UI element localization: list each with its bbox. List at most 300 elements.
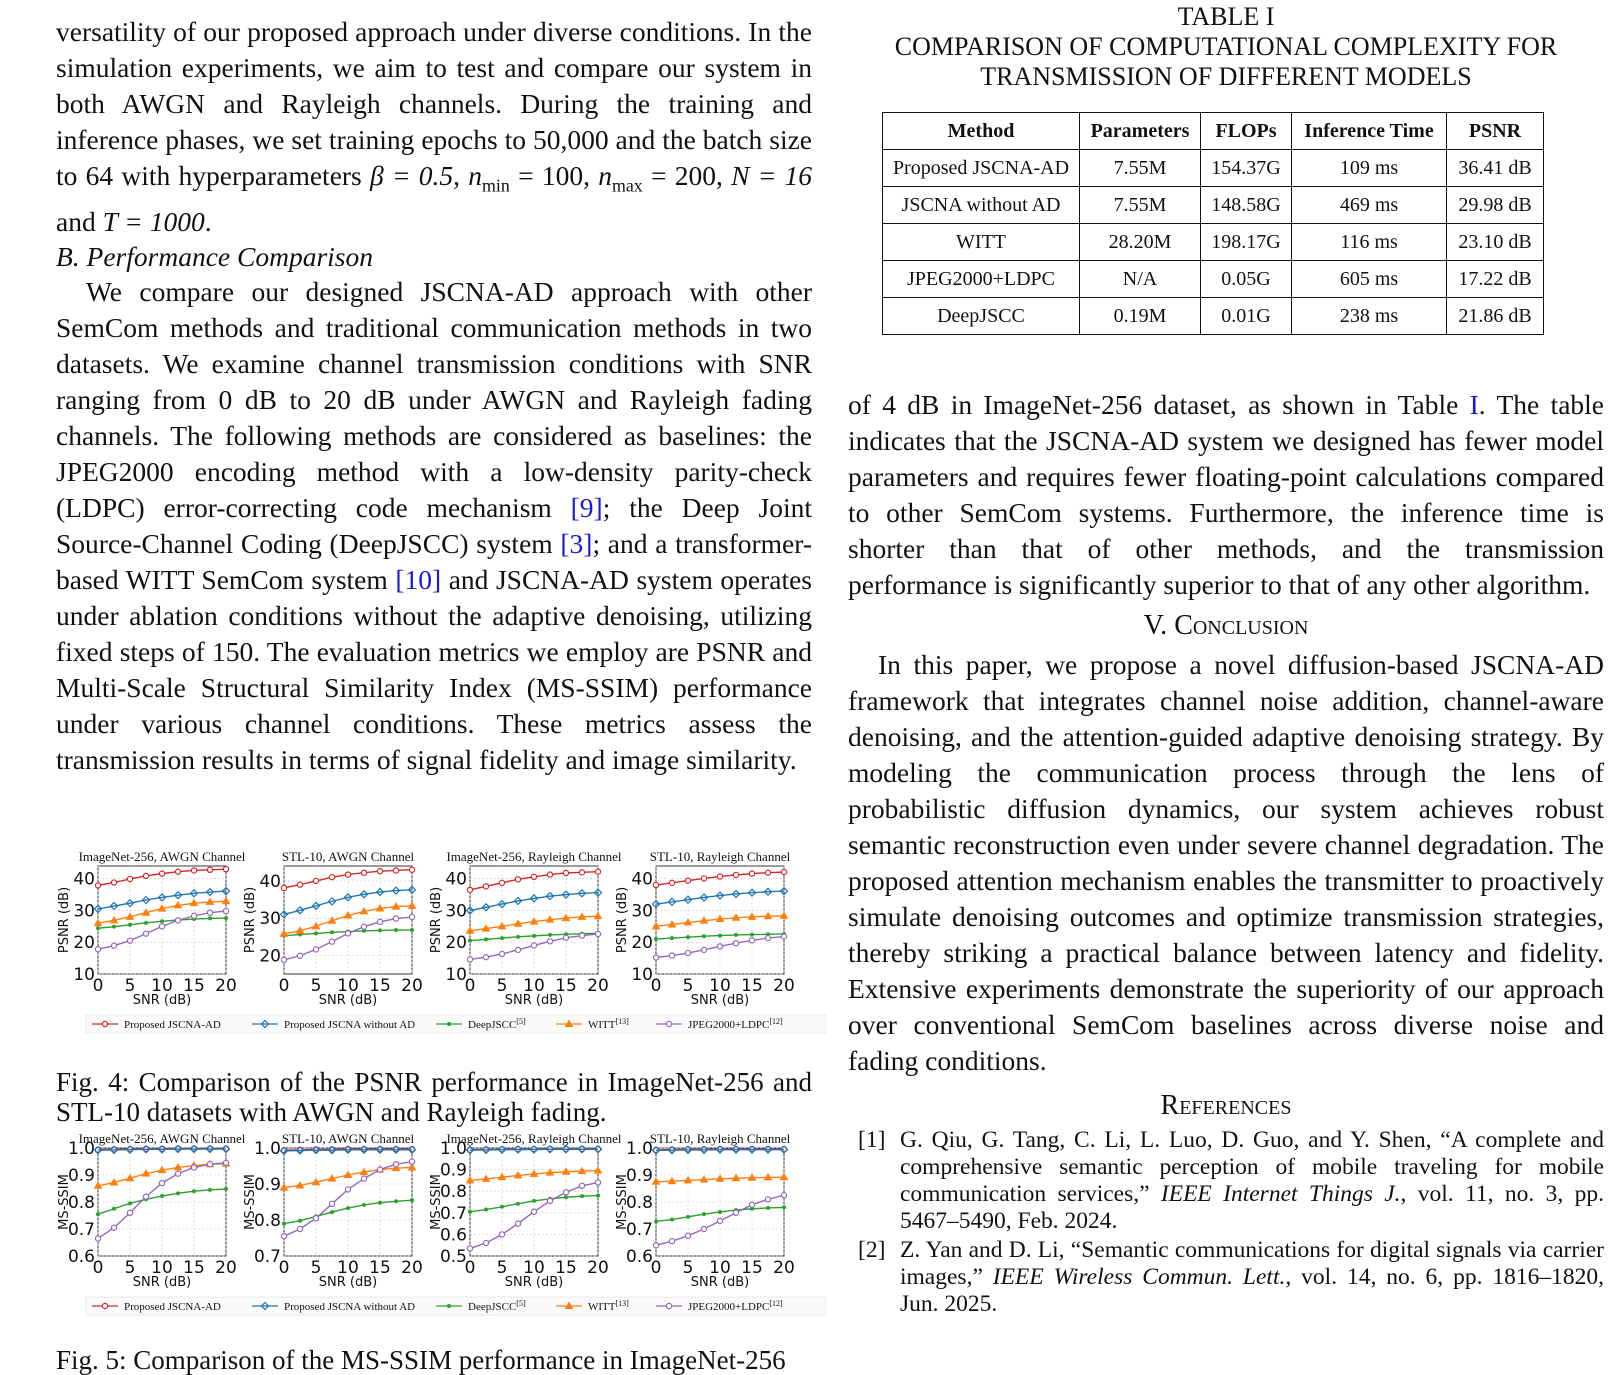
text-run: = 100, [509,160,599,191]
text-run: versatility of our proposed approach under diverse conditions. [56,16,742,47]
data-point [224,916,228,920]
data-point [467,957,472,962]
chart-panel [57,849,246,1008]
legend-label: WITT[13] [588,1299,629,1313]
table-cell: JSCNA without AD [883,187,1080,224]
x-tick-label: 20 [401,1258,423,1278]
y-tick-label: 30 [631,901,653,922]
psnr-charts [56,848,826,1048]
data-point [128,923,132,927]
legend-label: Proposed JSCNA without AD [284,1019,416,1031]
data-point [547,1198,552,1203]
x-tick-label: 20 [215,976,237,996]
y-axis-label: MS-SSIM [429,1174,444,1230]
y-tick-label: 0.7 [253,1247,281,1267]
y-tick-label: 30 [445,901,467,922]
y-axis-label: MS-SSIM [243,1174,258,1230]
data-point [329,875,334,880]
data-point [596,1194,600,1198]
data-point [483,955,488,960]
x-tick-label: 5 [310,976,322,996]
table-cell: 7.55M [1080,150,1201,187]
chart-title: STL-10, AWGN Channel [281,849,415,864]
data-point [192,1189,196,1193]
data-point [467,887,472,892]
data-point [483,1240,488,1245]
data-point [499,880,504,885]
x-tick-label: 10 [709,1258,731,1278]
data-point [595,1180,600,1185]
data-point [410,1198,414,1202]
data-point [102,1021,107,1026]
x-tick-label: 5 [124,1258,136,1278]
chart-title: ImageNet-256, Rayleigh Channel [446,849,622,864]
table-cell: 109 ms [1292,150,1447,187]
legend-label: Proposed JSCNA-AD [124,1019,221,1031]
data-point [686,935,690,939]
chart-panel [429,849,622,1008]
data-point [654,1219,658,1223]
y-tick-label: 0.9 [625,1166,653,1186]
data-point [702,1212,706,1216]
data-point [484,1208,488,1212]
citation-link[interactable]: [9] [570,491,603,523]
y-axis-label: PSNR (dB) [243,886,258,954]
text-run: ; the Deep Joint Source-Channel Coding (DeepJSCC) system [56,491,812,559]
data-point [409,867,414,872]
data-point [717,944,722,949]
x-tick-label: 20 [587,1258,609,1278]
x-axis-label: SNR (dB) [132,993,192,1008]
data-point [717,874,722,879]
data-point [410,928,414,932]
data-point [361,924,366,929]
y-tick-label: 0.9 [67,1166,95,1186]
y-axis-label: PSNR (dB) [429,886,444,954]
x-tick-label: 0 [92,976,104,996]
x-axis-label: SNR (dB) [690,993,750,1008]
data-point [313,947,318,952]
data-point [143,873,148,878]
data-point [175,1171,180,1176]
data-point [281,885,286,890]
y-tick-label: 10 [631,965,653,985]
data-point [781,869,786,874]
figure-4 [56,848,826,1127]
x-tick-label: 5 [496,976,508,996]
text-run: . The table indicates that the JSCNA-AD system we designed has fewer model parameters and requires fewer floating-point calculations compared to other SemCom systems. Furthermore, the inference time is shorter than that of other methods, and the transmission performance is significantly superior to that of any other algorithm. [848,389,1604,600]
chart-panel [243,849,423,1008]
text-run: of 4 dB in ImageNet-256 dataset, as shown in Table [848,389,1470,420]
table-header: Parameters [1080,113,1201,150]
data-point [175,869,180,874]
data-point [500,936,504,940]
y-tick-label: 0.7 [67,1220,95,1240]
legend-label: Proposed JSCNA-AD [124,1301,221,1313]
reference-text: Z. Yan and D. Li, “Semantic communications for digital signals via carrier images,” IEEE Wireless Commun. Lett., vol. 14, no. 6, pp. 1816–1820, Jun. 2025. [900,1237,1605,1317]
data-point [362,1203,366,1207]
data-point [749,1202,754,1207]
chart-legend [86,1297,826,1315]
data-point [378,1201,382,1205]
x-tick-label: 5 [310,1258,322,1278]
data-point [394,928,398,932]
y-tick-label: 0.6 [67,1247,95,1267]
data-point [685,878,690,883]
data-point [532,934,536,938]
data-point [499,951,504,956]
y-tick-label: 20 [259,946,281,967]
data-point [766,1206,770,1210]
x-tick-label: 20 [773,1258,795,1278]
y-tick-label: 0.6 [625,1247,653,1267]
data-point [750,933,754,937]
data-point [669,953,674,958]
figure-5-caption: Fig. 5: Comparison of the MS-SSIM performance in ImageNet-256 [56,1345,786,1375]
chart-title: ImageNet-256, Rayleigh Channel [446,1131,622,1146]
table-cell: 0.05G [1201,261,1292,298]
data-point [499,1232,504,1237]
data-point [765,870,770,875]
data-point [330,930,334,934]
x-tick-label: 20 [401,976,423,996]
data-point [782,1205,786,1209]
data-point [579,933,584,938]
y-axis-label: PSNR (dB) [57,886,72,954]
y-tick-label: 20 [73,933,95,954]
y-tick-label: 0.8 [67,1193,95,1213]
data-point [532,1199,536,1203]
x-tick-label: 20 [587,976,609,996]
text-run: ; and a transformer-based WITT SemCom system [56,527,812,595]
data-point [666,1303,671,1308]
data-point [670,936,674,940]
data-point [96,1212,100,1216]
table-cell: DeepJSCC [883,298,1080,335]
data-point [653,882,658,887]
table-cell: 7.55M [1080,187,1201,224]
data-point [531,1209,536,1214]
legend-label: DeepJSCC[5] [468,1299,526,1313]
right-column [848,0,1604,1320]
data-point [207,867,212,872]
data-point [702,934,706,938]
table-cell: JPEG2000+LDPC [883,261,1080,298]
legend-label: JPEG2000+LDPC[12] [688,1299,783,1313]
table-row [883,298,1544,335]
data-point [298,1219,302,1223]
data-point [377,1167,382,1172]
table-cell: 605 ms [1292,261,1447,298]
y-tick-label: 10 [73,965,95,985]
data-point [733,1210,738,1215]
figure-4-caption: Fig. 4: Comparison of the PSNR performance in ImageNet-256 and STL-10 datasets with AWGN and Rayleigh fading. [56,1067,812,1127]
citation-link[interactable]: [3] [560,527,593,559]
left-column [56,0,812,778]
table-title: COMPARISON OF COMPUTATIONAL COMPLEXITY FOR TRANSMISSION OF DIFFERENT MODELS [894,32,1558,91]
data-point [394,1199,398,1203]
data-point [111,880,116,885]
data-point [281,957,286,962]
data-point [579,870,584,875]
data-point [500,1205,504,1209]
table-cell: 148.58G [1201,187,1292,224]
data-point [701,876,706,881]
x-tick-label: 20 [215,1258,237,1278]
y-tick-label: 0.8 [439,1182,467,1203]
table-cell: 29.98 dB [1447,187,1544,224]
y-tick-label: 0.9 [439,1160,467,1181]
data-point [377,919,382,924]
reference-number: [1] [858,1127,886,1153]
data-point [143,931,148,936]
text-run: . [204,205,212,237]
data-point [515,947,520,952]
data-point [547,939,552,944]
table-row [883,150,1544,187]
paragraph-table-discussion [848,387,1604,603]
data-point [127,938,132,943]
x-axis-label: SNR (dB) [504,993,564,1008]
section-heading-conclusion: V. Conclusion [1143,610,1309,641]
x-tick-label: 15 [741,976,763,996]
data-point [484,937,488,941]
y-tick-label: 1.0 [253,1139,281,1159]
citation-link[interactable]: [10] [395,563,442,595]
data-point [191,913,196,918]
table-cell: 238 ms [1292,298,1447,335]
data-point [515,877,520,882]
data-point [733,872,738,877]
chart-legend [86,1015,826,1033]
table-ref-link[interactable]: I [1469,389,1479,420]
data-point [580,1194,584,1198]
data-point [207,910,212,915]
y-tick-label: 30 [73,901,95,922]
x-tick-label: 15 [183,976,205,996]
data-point [175,918,180,923]
data-point [191,868,196,873]
chart-panel [57,1131,246,1290]
y-tick-label: 40 [259,871,281,892]
data-point [297,953,302,958]
data-point [701,947,706,952]
x-tick-label: 15 [183,1258,205,1278]
data-point [223,1160,228,1165]
table-row [883,261,1544,298]
x-tick-label: 5 [682,1258,694,1278]
x-tick-label: 10 [709,976,731,996]
data-point [563,935,568,940]
data-point [112,925,116,929]
y-tick-label: 0.8 [625,1193,653,1213]
msssim-charts [56,1130,826,1330]
data-point [467,1246,472,1251]
data-point [176,1191,180,1195]
data-point [669,1239,674,1244]
data-point [361,1176,366,1181]
data-point [223,867,228,872]
data-point [393,1162,398,1167]
x-tick-label: 10 [151,1258,173,1278]
reference-item [848,1237,1604,1318]
table-header: Inference Time [1292,113,1447,150]
table-cell: 469 ms [1292,187,1447,224]
chart-title: STL-10, Rayleigh Channel [649,849,791,864]
table-header: Method [883,113,1080,150]
math-nmin: $n_{min}$ [468,160,510,196]
reference-list [848,1127,1604,1318]
data-point [160,1194,164,1198]
data-point [765,936,770,941]
section-heading-references: References [1160,1090,1292,1121]
y-tick-label: 0.9 [253,1175,281,1195]
text-run: = 200, [642,160,732,191]
data-point [224,1187,228,1191]
data-point [143,1194,148,1199]
x-tick-label: 0 [278,976,290,996]
table-row [883,224,1544,261]
data-point [468,939,472,943]
table-cell: 28.20M [1080,224,1201,261]
data-point [447,1304,451,1308]
data-point [468,1210,472,1214]
math-n: N = 16 [731,160,813,191]
x-tick-label: 15 [555,1258,577,1278]
data-point [749,871,754,876]
data-point [686,1215,690,1219]
data-point [330,1210,334,1214]
x-tick-label: 15 [741,1258,763,1278]
x-axis-label: SNR (dB) [690,1275,750,1290]
y-axis-label: MS-SSIM [57,1174,72,1230]
text-run: We compare our designed JSCNA-AD approach with other SemCom methods and traditional communication methods in two datasets. We examine channel transmission conditions with SNR ranging from 0 dB to 20 dB under AWGN and Rayleigh fading channels. The following methods are considered as baselines: the JPEG2000 encoding method with a low-density parity-check (LDPC) error-correcting code mechanism [56,275,812,523]
data-point [409,914,414,919]
x-tick-label: 0 [464,1258,476,1278]
x-tick-label: 10 [337,976,359,996]
x-tick-label: 0 [92,1258,104,1278]
x-axis-label: SNR (dB) [504,1275,564,1290]
data-point [765,1197,770,1202]
data-point [112,1207,116,1211]
data-point [208,1188,212,1192]
y-tick-label: 1.0 [439,1139,467,1159]
data-point [314,931,318,935]
x-axis-label: SNR (dB) [318,1275,378,1290]
table-label: TABLE I [1177,2,1275,31]
data-point [781,934,786,939]
x-tick-label: 15 [555,976,577,996]
data-point [329,939,334,944]
text-run: , [453,160,469,191]
data-point [127,876,132,881]
y-tick-label: 40 [631,869,653,890]
data-point [345,1187,350,1192]
data-point [111,943,116,948]
data-point [718,934,722,938]
table-cell: 17.22 dB [1447,261,1544,298]
y-axis-label: PSNR (dB) [615,886,630,954]
data-point [447,1022,451,1026]
data-point [734,933,738,937]
legend-label: JPEG2000+LDPC[12] [688,1017,783,1031]
math-beta: β = 0.5 [370,160,454,191]
x-tick-label: 10 [523,976,545,996]
data-point [516,1202,520,1206]
text-run: In the simulation experiments, we aim to test and compare our system in both AWGN and Rayleigh channels. During the training and inference phases, we set training epochs to 50,000 and the batch size to 64 with hyperparameters [56,16,813,191]
table-header: PSNR [1447,113,1544,150]
legend-label: DeepJSCC[5] [468,1017,526,1031]
data-point [548,933,552,937]
data-point [654,937,658,941]
data-point [95,947,100,952]
data-point [579,1183,584,1188]
data-point [346,1206,350,1210]
chart-title: STL-10, AWGN Channel [281,1131,415,1146]
subsection-heading: B. Performance Comparison [56,240,373,272]
x-tick-label: 5 [682,976,694,996]
data-point [685,1233,690,1238]
data-point [159,924,164,929]
data-point [563,1190,568,1195]
data-point [361,870,366,875]
table-cell: 0.01G [1201,298,1292,335]
data-point [393,868,398,873]
data-point [207,1162,212,1167]
data-point [733,941,738,946]
data-point [718,1210,722,1214]
data-point [531,943,536,948]
table-cell: 154.37G [1201,150,1292,187]
data-point [208,916,212,920]
chart-panel [429,1131,622,1290]
x-tick-label: 0 [650,1258,662,1278]
y-tick-label: 1.0 [625,1139,653,1159]
y-tick-label: 20 [445,933,467,954]
x-tick-label: 0 [650,976,662,996]
complexity-table [882,112,1544,335]
data-point [483,884,488,889]
chart-panel [615,849,795,1008]
paragraph-performance [56,274,812,778]
table-header: FLOPs [1201,113,1292,150]
table-cell: Proposed JSCNA-AD [883,150,1080,187]
y-tick-label: 30 [259,909,281,930]
table-cell: 21.86 dB [1447,298,1544,335]
x-tick-label: 0 [278,1258,290,1278]
data-point [378,928,382,932]
data-point [515,1221,520,1226]
data-point [297,1226,302,1231]
chart-panel [615,1131,795,1290]
y-axis-label: MS-SSIM [615,1174,630,1230]
y-tick-label: 0.7 [439,1203,467,1224]
data-point [653,1243,658,1248]
y-tick-label: 10 [445,965,467,985]
data-point [127,1210,132,1215]
table-cell: 116 ms [1292,224,1447,261]
data-point [669,880,674,885]
x-tick-label: 15 [369,1258,391,1278]
reference-item [848,1127,1604,1235]
data-point [393,916,398,921]
table-cell: 198.17G [1201,224,1292,261]
data-point [345,931,350,936]
chart-panel [243,1131,423,1290]
x-tick-label: 5 [124,976,136,996]
data-point [531,874,536,879]
data-point [282,1222,286,1226]
